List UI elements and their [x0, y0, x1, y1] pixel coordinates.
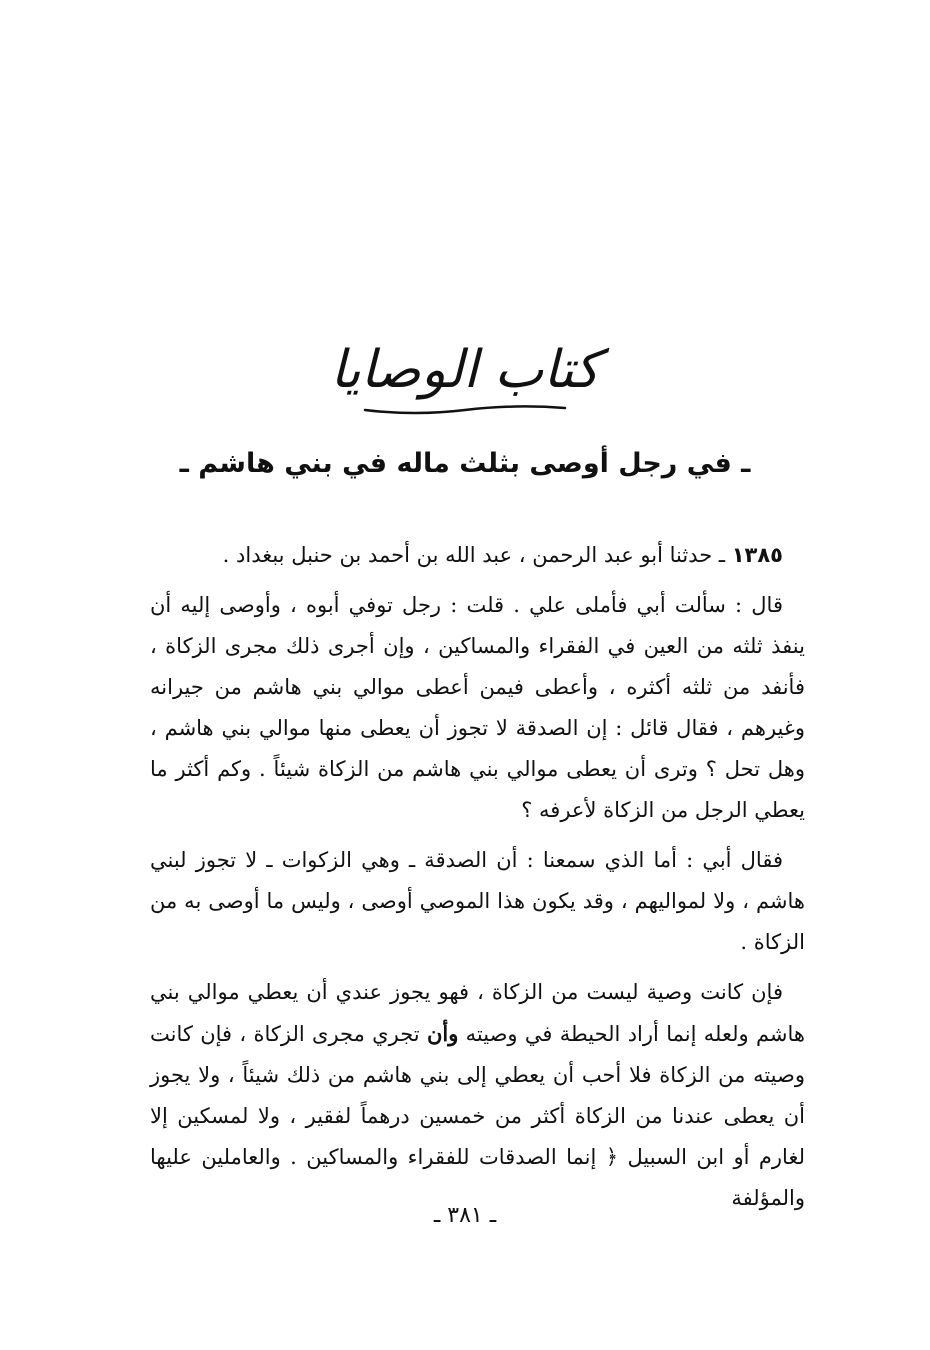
paragraph-question: قال : سألت أبي فأملى علي . قلت : رجل توفي أبوه ، وأوصى إليه أن ينفذ ثلثه من العين في الفقراء والمساكين ، وإن أجرى ذلك مجرى الزكاة ، فأنفد من ثلثه أكثره ، وأعطى فيمن أعطى موالي بني هاشم من جيرانه وغيرهم ، فقال قائل : إن الصدقة لا تجوز أن يعطى منها موالي بني هاشم ، وهل تحل ؟ وترى أن يعطى موالي بني هاشم من الزكاة شيئاً . وكم أكثر ما يعطي الرجل من الزكاة لأعرفه ؟ — [150, 593, 805, 822]
hadith-isnad — [150, 535, 805, 576]
chapter-heading: ـ في رجل أوصى بثلث ماله في بني هاشم ـ — [179, 448, 751, 479]
main-text — [150, 535, 805, 1228]
isnad-text: ـ حدثنا أبو عبد الرحمن ، عبد الله بن أحمد بن حنبل ببغداد . — [222, 543, 726, 567]
paragraph-ruling — [150, 972, 805, 1219]
ruling-part-2: تجري مجرى الزكاة ، فإن كانت وصيته من الزكاة فلا أحب أن يعطي إلى بني هاشم من ذلك شيئاً ، ولا يجوز أن يعطى عندنا من الزكاة أكثر من خمسين درهماً لفقير ، ولا لمسكين إلا لغارم أو ابن السبيل ﴿ إنما الصدقات للفقراء والمساكين . والعاملين عليها والمؤلفة — [150, 1022, 805, 1210]
paragraph-answer: فقال أبي : أما الذي سمعنا : أن الصدقة ـ وهي الزكوات ـ لا تجوز لبني هاشم ، ولا لمواليهم ، وقد يكون هذا الموصي أوصى ، وليس ما أوصى به من الزكاة . — [150, 848, 805, 954]
title-flourish-icon — [355, 400, 575, 418]
hadith-number: ١٣٨٥ — [731, 543, 783, 567]
page-number: ـ ٣٨١ ـ — [433, 1203, 497, 1228]
ruling-part-1: فإن كانت وصية ليست من الزكاة ، فهو يجوز عندي أن يعطي موالي بني هاشم ولعله إنما أراد الحيطة في وصيته — [150, 980, 805, 1046]
book-title — [0, 340, 930, 418]
book-title-text: كتاب الوصايا — [330, 340, 600, 400]
ruling-emphasis: وأن — [426, 1021, 459, 1046]
